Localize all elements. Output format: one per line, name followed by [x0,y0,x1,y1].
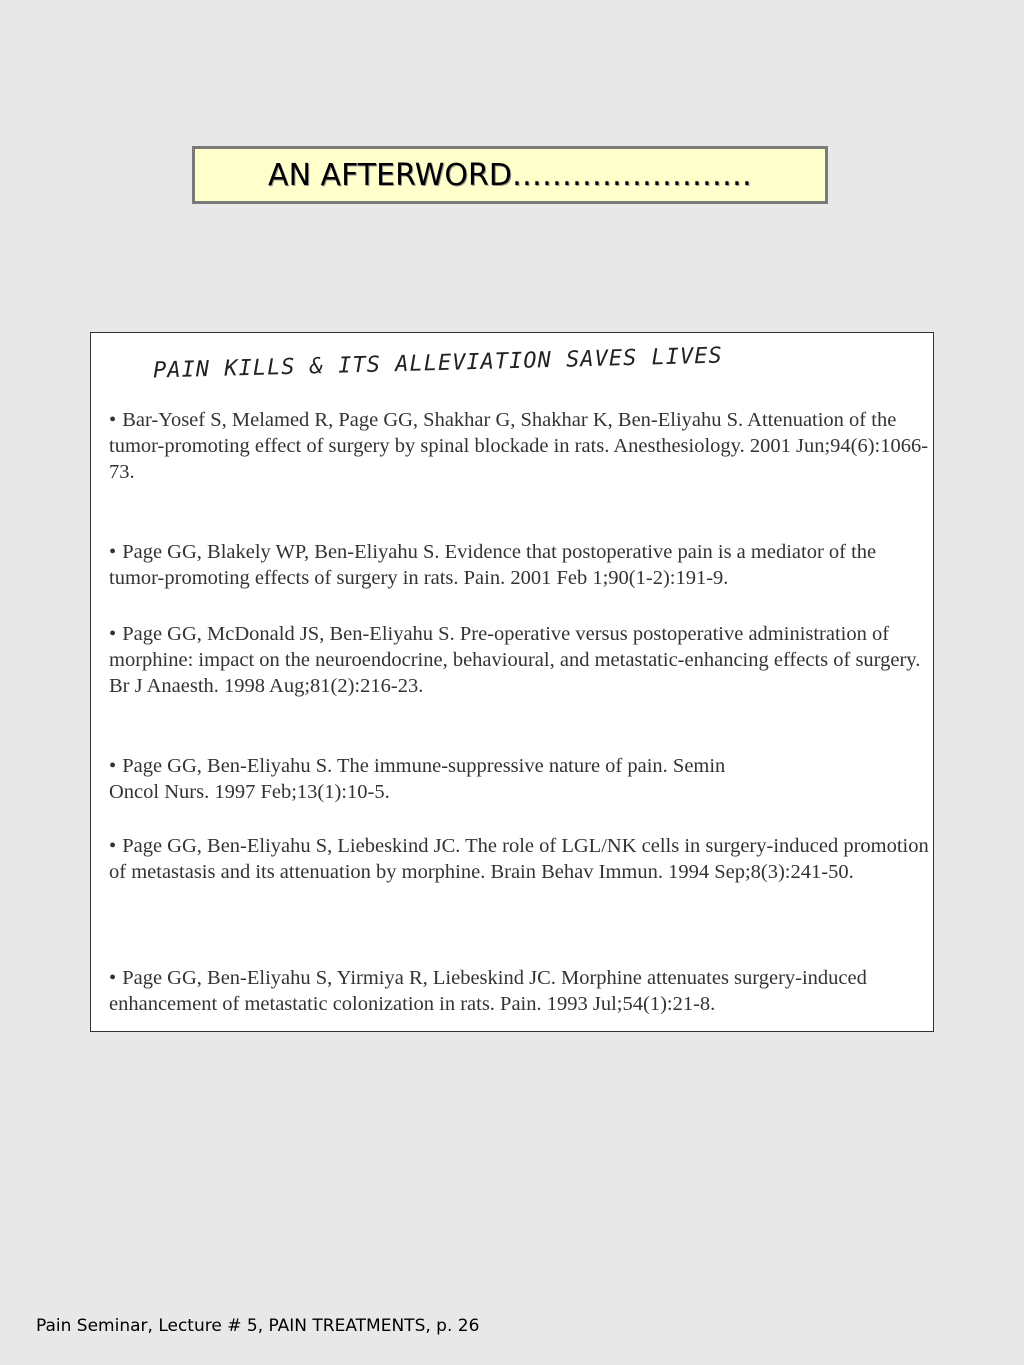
title-box [192,146,828,204]
bullet: • [109,755,117,777]
reference-item [109,539,929,591]
references-panel [90,332,934,1032]
reference-item [109,621,929,699]
page-footer: Pain Seminar, Lecture # 5, PAIN TREATMENTS, p. 26 [36,1316,480,1336]
reference-item [109,753,749,805]
reference-text: Page GG, Ben-Eliyahu S. The immune-suppressive nature of pain. Semin Oncol Nurs. 1997 Feb;13(1):10-5. [109,755,726,803]
reference-item [109,407,929,485]
page-title: AN AFTERWORD…………………… [268,157,752,193]
bullet: • [109,541,117,563]
reference-text: Bar-Yosef S, Melamed R, Page GG, Shakhar G, Shakhar K, Ben-Eliyahu S. Attenuation of the tumor-promoting effect of surgery by spinal blockade in rats. Anesthesiology. 2001 Jun;94(6):1066-73. [109,409,929,483]
reference-text: Page GG, Ben-Eliyahu S, Liebeskind JC. The role of LGL/NK cells in surgery-induced promotion of metastasis and its attenuation by morphine. Brain Behav Immun. 1994 Sep;8(3):241-50. [109,835,929,883]
reference-text: Page GG, Blakely WP, Ben-Eliyahu S. Evidence that postoperative pain is a mediator of the tumor-promoting effects of surgery in rats. Pain. 2001 Feb 1;90(1-2):191-9. [109,541,877,589]
reference-item [109,833,929,885]
bullet: • [109,409,117,431]
bullet: • [109,623,117,645]
handwritten-note: PAIN KILLS & ITS ALLEVIATION SAVES LIVES [152,343,724,384]
reference-text: Page GG, McDonald JS, Ben-Eliyahu S. Pre-operative versus postoperative administration of morphine: impact on the neuroendocrine, behavioural, and metastatic-enhancing effects of surgery. Br J Anaesth. 1998 Aug;81(2):216-23. [109,623,921,697]
bullet: • [109,835,117,857]
reference-text: Page GG, Ben-Eliyahu S, Yirmiya R, Liebeskind JC. Morphine attenuates surgery-induced enhancement of metastatic colonization in rats. Pain. 1993 Jul;54(1):21-8. [109,967,867,1015]
reference-item [109,965,909,1017]
bullet: • [109,967,117,989]
